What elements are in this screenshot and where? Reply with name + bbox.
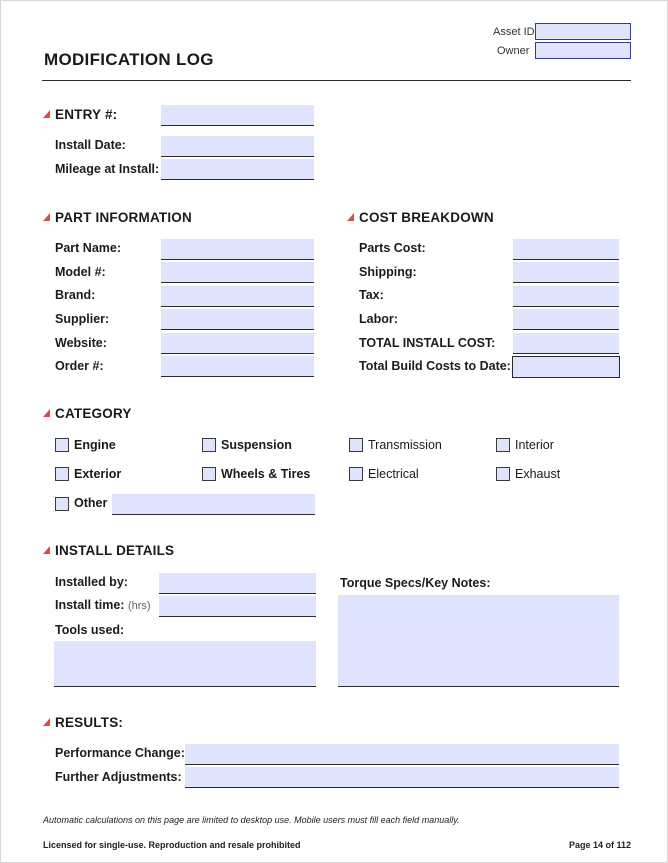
section-marker-icon [43, 213, 50, 221]
supplier-label: Supplier: [55, 312, 110, 326]
section-marker-icon [43, 718, 50, 726]
parts-cost-field[interactable] [513, 239, 619, 260]
cost-heading: COST BREAKDOWN [359, 210, 494, 225]
wheels-tires-checkbox[interactable] [202, 467, 216, 481]
install-time-label: Install time: (hrs) [55, 598, 151, 612]
interior-checkbox[interactable] [496, 438, 510, 452]
section-marker-icon [43, 546, 50, 554]
entry-heading: ENTRY #: [55, 107, 118, 122]
exhaust-checkbox[interactable] [496, 467, 510, 481]
exterior-checkbox[interactable] [55, 467, 69, 481]
electrical-checkbox[interactable] [349, 467, 363, 481]
wheels-tires-label: Wheels & Tires [221, 467, 311, 481]
engine-label: Engine [74, 438, 116, 452]
further-adjustments-label: Further Adjustments: [55, 770, 182, 784]
order-field[interactable] [161, 356, 314, 377]
install-time-unit: (hrs) [127, 600, 151, 612]
other-label: Other [74, 496, 108, 510]
engine-checkbox[interactable] [55, 438, 69, 452]
installed-by-label: Installed by: [55, 575, 128, 589]
labor-field[interactable] [513, 309, 619, 330]
labor-label: Labor: [359, 312, 398, 326]
installed-by-field[interactable] [159, 573, 316, 594]
license-text: Licensed for single-use. Reproduction and resale prohibited [43, 840, 301, 850]
title-divider [42, 80, 631, 81]
section-marker-icon [43, 110, 50, 118]
performance-change-field[interactable] [185, 744, 619, 765]
mileage-field[interactable] [161, 159, 314, 180]
owner-label: Owner [497, 45, 530, 57]
asset-id-field[interactable] [535, 23, 631, 40]
install-date-field[interactable] [161, 136, 314, 157]
tax-label: Tax: [359, 288, 384, 302]
website-label: Website: [55, 336, 107, 350]
brand-label: Brand: [55, 288, 96, 302]
install-time-field[interactable] [159, 596, 316, 617]
tools-used-field[interactable] [54, 641, 316, 687]
transmission-checkbox[interactable] [349, 438, 363, 452]
exterior-label: Exterior [74, 467, 122, 481]
shipping-label: Shipping: [359, 265, 417, 279]
other-checkbox[interactable] [55, 497, 69, 511]
model-label: Model #: [55, 265, 106, 279]
part-info-heading: PART INFORMATION [55, 210, 192, 225]
install-date-label: Install Date: [55, 138, 126, 152]
total-build-costs-label: Total Build Costs to Date: [359, 359, 511, 373]
section-marker-icon [43, 409, 50, 417]
order-label: Order #: [55, 359, 104, 373]
further-adjustments-field[interactable] [185, 767, 619, 788]
model-field[interactable] [161, 262, 314, 283]
part-name-field[interactable] [161, 239, 314, 260]
supplier-field[interactable] [161, 309, 314, 330]
brand-field[interactable] [161, 286, 314, 307]
performance-change-label: Performance Change: [55, 746, 185, 760]
part-name-label: Part Name: [55, 241, 121, 255]
owner-field[interactable] [535, 42, 631, 59]
parts-cost-label: Parts Cost: [359, 241, 426, 255]
interior-label: Interior [515, 438, 554, 452]
other-field[interactable] [112, 494, 315, 515]
entry-number-field[interactable] [161, 105, 314, 126]
category-heading: CATEGORY [55, 406, 132, 421]
total-install-cost-field[interactable] [513, 333, 619, 354]
total-build-costs-field[interactable] [512, 356, 620, 378]
section-marker-icon [347, 213, 354, 221]
calculation-note: Automatic calculations on this page are limited to desktop use. Mobile users must fill each field manually. [43, 815, 460, 825]
mileage-label: Mileage at Install: [55, 162, 160, 176]
suspension-label: Suspension [221, 438, 292, 452]
torque-specs-label: Torque Specs/Key Notes: [340, 576, 491, 590]
tax-field[interactable] [513, 286, 619, 307]
shipping-field[interactable] [513, 262, 619, 283]
suspension-checkbox[interactable] [202, 438, 216, 452]
transmission-label: Transmission [368, 438, 442, 452]
install-details-heading: INSTALL DETAILS [55, 543, 175, 558]
exhaust-label: Exhaust [515, 467, 561, 481]
torque-specs-field[interactable] [338, 595, 619, 687]
asset-id-label: Asset ID [493, 26, 535, 38]
tools-used-label: Tools used: [55, 623, 125, 637]
page-title: MODIFICATION LOG [44, 50, 214, 69]
electrical-label: Electrical [368, 467, 419, 481]
website-field[interactable] [161, 333, 314, 354]
page-number: Page 14 of 112 [569, 840, 632, 850]
results-heading: RESULTS: [55, 715, 124, 730]
total-install-cost-label: TOTAL INSTALL COST: [359, 336, 496, 350]
